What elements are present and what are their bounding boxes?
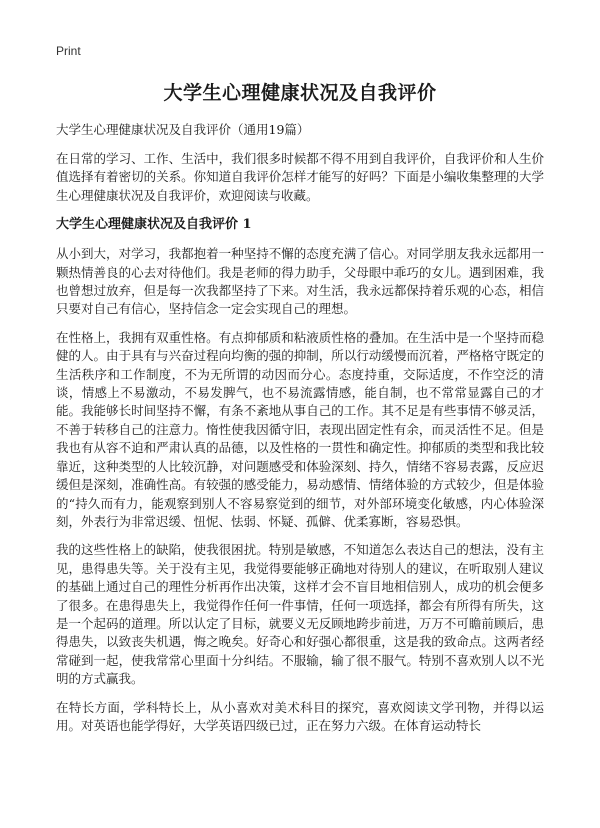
body-paragraph-1: 从小到大，对学习，我都抱着一种坚持不懈的态度充满了信心。对同学朋友我永远都用一颗热情善良的心去对待他们。我是老师的得力助手，父母眼中乖巧的女儿。遇到困难，我也曾想过放弃，但是每一次我都坚持了下来。对生活，我永远都保持着乐观的心态，相信只要对自己有信心，坚持信念一定会实现自己的理想。 <box>56 246 544 317</box>
body-paragraph-2: 在性格上，我拥有双重性格。有点抑郁质和粘液质性格的叠加。在生活中是一个坚持而稳健的人。由于具有与兴奋过程向均衡的强的抑制，所以行动缓慢而沉着，严格格守既定的生活秩序和工作制度，不为无所谓的动因而分心。态度持重，交际适度，不作空泛的清谈，情感上不易激动，不易发脾气，也不易流露情感，能自制，也不常常显露自己的才能。我能够长时间坚持不懈，有条不紊地从事自己的工作。其不足是有些事情不够灵活，不善于转移自己的注意力。惰性使我因循守旧，表现出固定性有余，而灵活性不足。但是我也有从容不迫和严肃认真的品德，以及性格的一贯性和确定性。抑郁质的类型和我比较靠近，这种类型的人比较沉静，对问题感受和体验深刻、持久，情绪不容易表露，反应迟缓但是深刻，准确性高。有较强的感受能力，易动感情、情绪体验的方式较少，但是体验的“持久而有力，能观察到别人不容易察觉到的细节，对外部环境变化敏感，内心体验深刻，外表行为非常迟缓、忸怩、怯弱、怀疑、孤僻、优柔寡断，容易恐惧。 <box>56 329 544 529</box>
page-title: 大学生心理健康状况及自我评价 <box>163 82 437 104</box>
intro-paragraph: 在日常的学习、工作、生活中，我们很多时候都不得不用到自我评价，自我评价和人生价值选择有着密切的关系。你知道自我评价怎样才能写的好吗？下面是小编收集整理的大学生心理健康状况及自我评价，欢迎阅读与收藏。 <box>56 151 544 203</box>
article-body <box>56 150 544 745</box>
section-heading: 大学生心理健康状况及自我评价 1 <box>56 217 252 233</box>
body-paragraph-3: 我的这些性格上的缺陷，使我很困扰。特别是敏感，不知道怎么表达自己的想法，没有主见，患得患失等。关于没有主见，我觉得要能够正确地对待别人的建议，在听取别人建议的基础上通过自己的理性分析再作出决策，这样才会不盲目地相信别人，成功的机会便多了很多。在患得患失上，我觉得作任何一件事情，任何一项选择，都会有所得有所失，这是一个起码的道理。所以认定了目标，就要义无反顾地跨步前进，万万不可瞻前顾后，患得患失，以致丧失机遇，悔之晚矣。好奇心和好强心都很重，这是我的致命点。这两者经常碰到一起，使我常常心里面十分纠结。不服输，输了很不服气。特别不喜欢别人以不光明的方式赢我。 <box>56 542 544 687</box>
print-link[interactable]: Print <box>56 44 81 58</box>
subtitle: 大学生心理健康状况及自我评价（通用19篇） <box>56 122 310 137</box>
body-paragraph-4: 在特长方面，学科特长上，从小喜欢对美术科目的探究，喜欢阅读文学刊物，并得以运用。对英语也能学得好，大学英语四级已过，正在努力六级。在体育运动特长 <box>56 699 544 733</box>
